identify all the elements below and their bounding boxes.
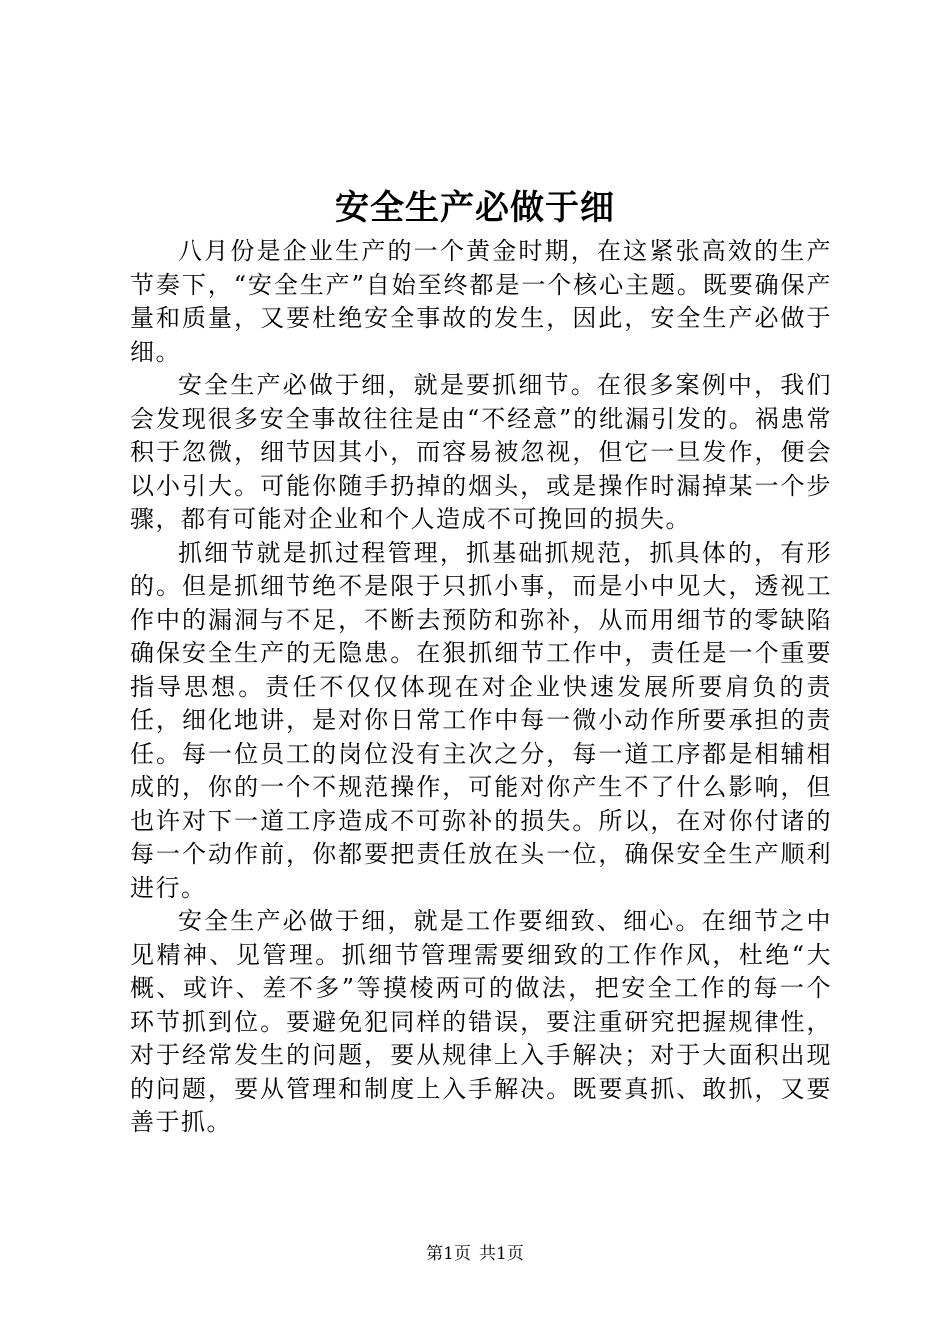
paragraph-1: 八月份是企业生产的一个黄金时期，在这紧张高效的生产节奏下，“安全生产”自始至终都是一个核心主题。既要确保产量和质量，又要杜绝安全事故的发生，因此，安全生产必做于细。: [130, 237, 832, 366]
page-number: 第1页: [426, 1244, 471, 1264]
document-body: [130, 235, 832, 1140]
paragraph-3: 抓细节就是抓过程管理，抓基础抓规范，抓具体的，有形的。但是抓细节绝不是限于只抓小事，而是小中见大，透视工作中的漏洞与不足，不断去预防和弥补，从而用细节的零缺陷确保安全生产的无隐患。在狠抓细节工作中，责任是一个重要指导思想。责任不仅仅体现在对企业快速发展所要肩负的责任，细化地讲，是对你日常工作中每一微小动作所要承担的责任。每一位员工的岗位没有主次之分，每一道工序都是相辅相成的，你的一个不规范操作，可能对你产生不了什么影响，但也许对下一道工序造成不可弥补的损失。所以，在对你付诸的每一个动作前，你都要把责任放在头一位，确保安全生产顺利进行。: [130, 538, 832, 902]
paragraph-2: 安全生产必做于细，就是要抓细节。在很多案例中，我们会发现很多安全事故往往是由“不经意”的纰漏引发的。祸患常积于忽微，细节因其小，而容易被忽视，但它一旦发作，便会以小引大。可能你随手扔掉的烟头，或是操作时漏掉某一个步骤，都有可能对企业和个人造成不可挽回的损失。: [130, 371, 832, 533]
paragraph-4: 安全生产必做于细，就是工作要细致、细心。在细节之中见精神、见管理。抓细节管理需要细致的工作作风，杜绝“大概、或许、差不多”等摸棱两可的做法，把安全工作的每一个环节抓到位。要避免犯同样的错误，要注重研究把握规律性，对于经常发生的问题，要从规律上入手解决；对于大面积出现的问题，要从管理和制度上入手解决。既要真抓、敢抓，又要善于抓。: [130, 907, 832, 1136]
document-title: 安全生产必做于细: [335, 188, 615, 228]
page-footer: [0, 1242, 950, 1266]
page-total: 共1页: [479, 1244, 524, 1264]
